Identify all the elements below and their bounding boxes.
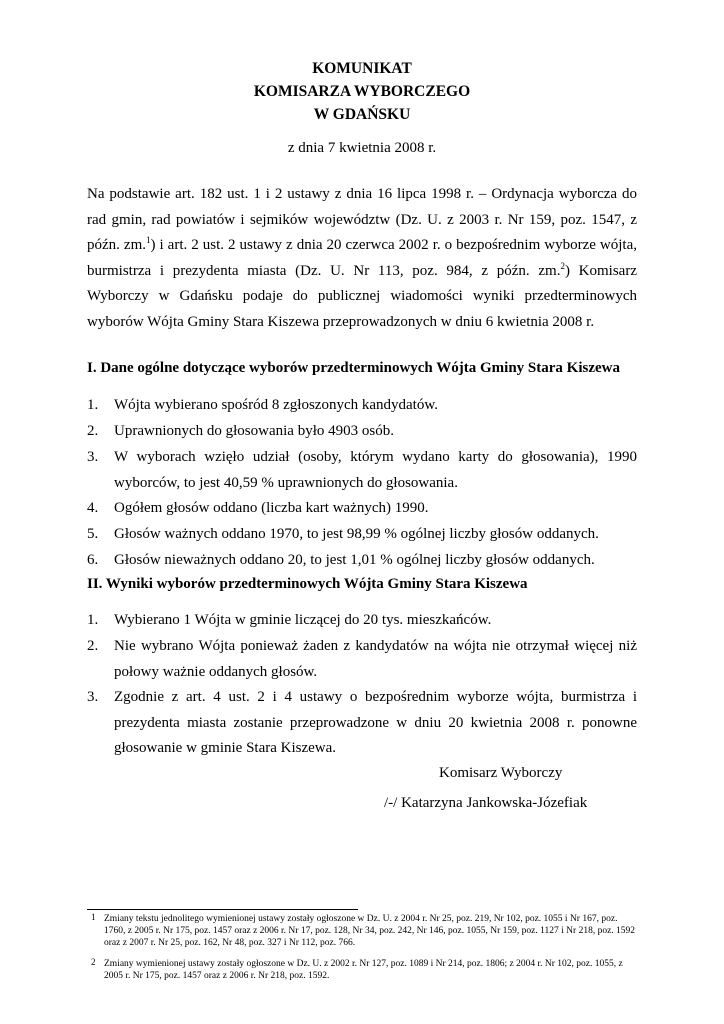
signature-name: /-/ Katarzyna Jankowska-Józefiak [384, 795, 588, 811]
section-1-item [87, 496, 637, 522]
footnote-separator [87, 909, 358, 910]
section-1-item [87, 419, 637, 445]
section-1-item [87, 445, 637, 496]
footnote-2 [87, 959, 637, 983]
item-text: Wybierano 1 Wójta w gminie liczącej do 20 tys. mieszkańców. [114, 612, 492, 628]
section-2-item [87, 634, 637, 685]
item-text: Głosów ważnych oddano 1970, to jest 98,99 % ogólnej liczby głosów oddanych. [114, 526, 599, 542]
document-title [0, 57, 724, 126]
title-line-1: KOMUNIKAT [312, 60, 412, 77]
section-2-item [87, 685, 637, 762]
signature-role: Komisarz Wyborczy [439, 765, 563, 781]
item-number: 4. [87, 500, 99, 516]
item-number: 6. [87, 552, 99, 568]
footnote-mark: 2 [91, 957, 96, 967]
item-text: Wójta wybierano spośród 8 zgłoszonych kandydatów. [114, 397, 438, 413]
footnote-1 [87, 914, 637, 949]
footnote-mark: 1 [91, 912, 96, 922]
item-text: Uprawnionych do głosowania było 4903 osób. [114, 423, 394, 439]
item-number: 5. [87, 526, 99, 542]
item-number: 3. [87, 449, 99, 465]
footnote-text: Zmiany tekstu jednolitego wymienionej ustawy zostały ogłoszone w Dz. U. z 2004 r. Nr 25, poz. 219, Nr 102, poz. 1055 i Nr 167, poz. 1760, z 2005 r. Nr 175, poz. 1457 oraz z 2006 r. Nr 17, poz. 128, Nr 34, poz. 242, Nr 146, poz. 1055, Nr 159, poz. 1127 i Nr 218, poz. 1592 oraz z 2007 r. Nr 25, poz. 162, Nr 48, poz. 327 i Nr 112, poz. 766. [104, 914, 636, 948]
title-line-2: KOMISARZA WYBORCZEGO [253, 83, 471, 100]
item-text: Ogółem głosów oddano (liczba kart ważnych) 1990. [114, 500, 429, 516]
document-date: z dnia 7 kwietnia 2008 r. [287, 140, 437, 156]
item-number: 1. [87, 397, 99, 413]
item-number: 2. [87, 423, 99, 439]
footnote-ref-2: 2 [560, 260, 565, 271]
section-1-item [87, 393, 637, 419]
intro-paragraph [87, 182, 637, 336]
item-text: W wyborach wzięło udział (osoby, którym wydano karty do głosowania), 1990 wyborców, to jest 40,59 % uprawnionych do głosowania. [114, 449, 637, 491]
footnote-ref-1: 1 [146, 235, 151, 246]
title-line-3: W GDAŃSKU [313, 106, 411, 123]
intro-text-part-2: ) i art. 2 ust. 2 ustawy z dnia 20 czerwca 2002 r. o bezpośrednim wyborze wójta, burmistrza i prezydenta miasta (Dz. U. Nr 113, poz. 984, z późn. zm. [87, 237, 638, 279]
intro-text-part-1: Na podstawie art. 182 ust. 1 i 2 ustawy z dnia 16 lipca 1998 r. – Ordynacja wyborcza do rad gmin, rad powiatów i sejmików województw (Dz. U. z 2003 r. Nr 159, poz. 1547, z późn. zm. [87, 186, 637, 254]
intro-text-part-3: ) Komisarz Wyborczy w Gdańsku podaje do publicznej wiadomości wyniki przedterminowych wyborów Wójta Gminy Stara Kiszewa przeprowadzonych w dniu 6 kwietnia 2008 r. [87, 262, 637, 330]
section-1-heading: I. Dane ogólne dotyczące wyborów przedterminowych Wójta Gminy Stara Kiszewa [87, 360, 620, 376]
section-2-item [87, 608, 637, 634]
item-number: 2. [87, 638, 99, 654]
item-number: 3. [87, 689, 99, 705]
section-1-item [87, 522, 637, 548]
item-text: Nie wybrano Wójta ponieważ żaden z kandydatów na wójta nie otrzymał więcej niż połowy ważnie oddanych głosów. [114, 638, 637, 680]
item-text: Zgodnie z art. 4 ust. 2 i 4 ustawy o bezpośrednim wyborze wójta, burmistrza i prezydenta miasta zostanie przeprowadzone w dniu 20 kwietnia 2008 r. ponowne głosowanie w gminie Stara Kiszewa. [114, 689, 637, 756]
item-number: 1. [87, 612, 99, 628]
item-text: Głosów nieważnych oddano 20, to jest 1,01 % ogólnej liczby głosów oddanych. [114, 552, 595, 568]
section-1-item [87, 548, 637, 574]
footnote-text: Zmiany wymienionej ustawy zostały ogłoszone w Dz. U. z 2002 r. Nr 127, poz. 1089 i Nr 214, poz. 1806; z 2004 r. Nr 102, poz. 1055, z 2005 r. Nr 175, poz. 1457 oraz z 2006 r. Nr 218, poz. 1592. [104, 959, 623, 981]
section-2-heading: II. Wyniki wyborów przedterminowych Wójta Gminy Stara Kiszewa [87, 576, 528, 592]
